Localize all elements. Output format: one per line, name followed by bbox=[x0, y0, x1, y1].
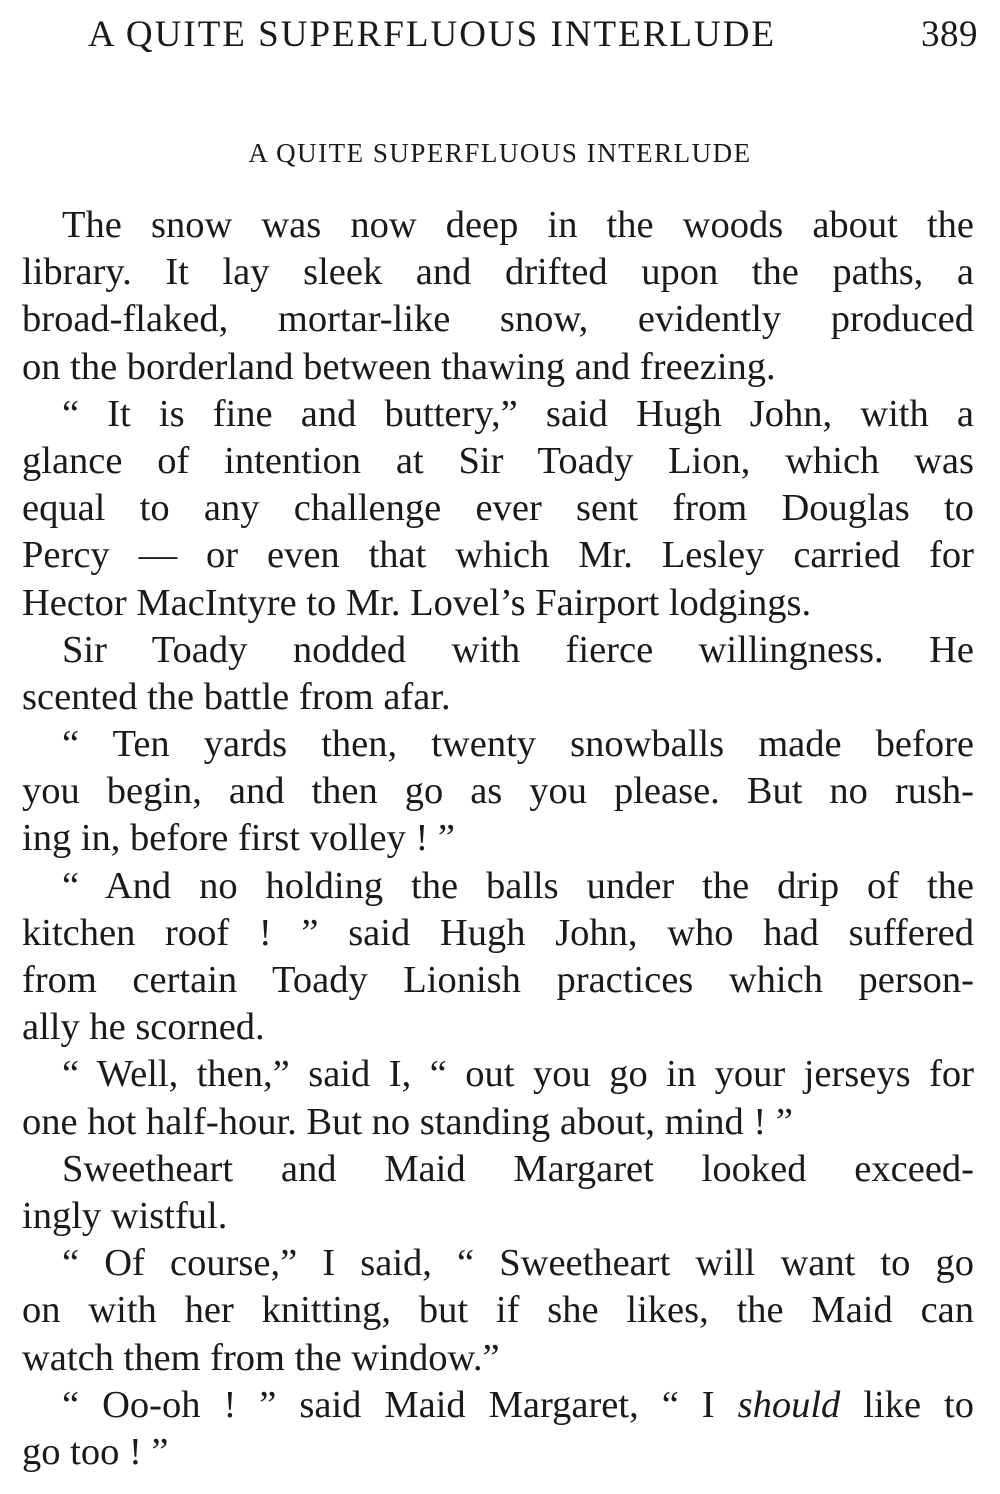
text-line bbox=[22, 674, 974, 721]
text-line-content: “ And no holding the balls under the drip of the bbox=[62, 864, 974, 907]
text-line bbox=[22, 815, 974, 862]
text-line bbox=[22, 438, 974, 485]
text-line-content: scented the battle from afar. bbox=[22, 675, 451, 718]
text-line bbox=[22, 202, 974, 249]
text-line bbox=[22, 1240, 974, 1287]
text-line bbox=[22, 1051, 974, 1098]
running-head-title: A QUITE SUPERFLUOUS INTERLUDE bbox=[88, 14, 777, 55]
text-line bbox=[22, 296, 974, 343]
text-line-content: The snow was now deep in the woods about the bbox=[62, 204, 974, 246]
text-line-content: equal to any challenge ever sent from Douglas to bbox=[22, 487, 974, 530]
body-text bbox=[22, 202, 974, 1476]
text-line-content: Sweetheart and Maid Margaret looked exceed- bbox=[62, 1147, 974, 1190]
text-line-content: glance of intention at Sir Toady Lion, which was bbox=[22, 439, 974, 482]
text-line-content: Sir Toady nodded with fierce willingness. He bbox=[62, 628, 974, 671]
text-line-content: “ Ten yards then, twenty snowballs made before bbox=[62, 723, 974, 766]
text-line bbox=[22, 532, 974, 579]
text-line bbox=[22, 957, 974, 1004]
text-line bbox=[22, 910, 974, 957]
text-line-content: kitchen roof ! ” said Hugh John, who had suffered bbox=[22, 911, 974, 954]
text-line bbox=[22, 627, 974, 674]
text-line-content: Percy — or even that which Mr. Lesley carried for bbox=[22, 534, 974, 577]
text-line bbox=[22, 1382, 974, 1429]
text-line bbox=[22, 768, 974, 815]
text-line-content: you begin, and then go as you please. But no rush- bbox=[22, 770, 974, 813]
text-line-content: library. It lay sleek and drifted upon the paths, a bbox=[22, 251, 974, 294]
text-line bbox=[22, 1193, 974, 1240]
text-line bbox=[22, 344, 974, 391]
text-line-content: ing in, before first volley ! ” bbox=[22, 817, 455, 860]
text-line bbox=[22, 1099, 974, 1146]
text-line-content: go too ! ” bbox=[22, 1430, 169, 1473]
text-line-content: on with her knitting, but if she likes, the Maid can bbox=[22, 1289, 974, 1332]
running-head bbox=[88, 10, 978, 60]
text-line-content: “ Well, then,” said I, “ out you go in your jerseys for bbox=[62, 1053, 974, 1096]
text-line-content: from certain Toady Lionish practices which person- bbox=[22, 959, 974, 1001]
text-line-emphasis: should bbox=[737, 1383, 841, 1426]
text-line bbox=[22, 249, 974, 296]
text-line-content: Hector MacIntyre to Mr. Lovel’s Fairport lodgings. bbox=[22, 581, 812, 624]
text-line bbox=[22, 863, 974, 910]
page-number: 389 bbox=[921, 14, 978, 55]
text-line bbox=[22, 1004, 974, 1051]
text-line-content: one hot half-hour. But no standing about, mind ! ” bbox=[22, 1100, 793, 1143]
text-line-content: ingly wistful. bbox=[22, 1194, 228, 1237]
text-line bbox=[22, 1335, 974, 1382]
text-line-content: “ It is fine and buttery,” said Hugh John, with a bbox=[62, 392, 974, 435]
text-line-content: watch them from the window.” bbox=[22, 1336, 500, 1379]
text-line-content: ally he scorned. bbox=[22, 1006, 265, 1049]
text-line bbox=[22, 485, 974, 532]
text-line bbox=[22, 580, 974, 627]
text-line-content: “ Oo-oh ! ” said Maid Margaret, “ I bbox=[62, 1383, 738, 1426]
text-line bbox=[22, 1287, 974, 1334]
text-line-content: broad-flaked, mortar-like snow, evidently produced bbox=[22, 298, 974, 341]
text-line bbox=[22, 1146, 974, 1193]
text-line-content: “ Of course,” I said, “ Sweetheart will want to go bbox=[62, 1242, 974, 1285]
text-line bbox=[22, 391, 974, 438]
text-line bbox=[22, 1429, 974, 1476]
text-line-content: on the borderland between thawing and freezing. bbox=[22, 345, 776, 388]
text-line bbox=[22, 721, 974, 768]
chapter-title: A QUITE SUPERFLUOUS INTERLUDE bbox=[248, 138, 752, 168]
text-line-content-after: like to bbox=[840, 1383, 974, 1426]
